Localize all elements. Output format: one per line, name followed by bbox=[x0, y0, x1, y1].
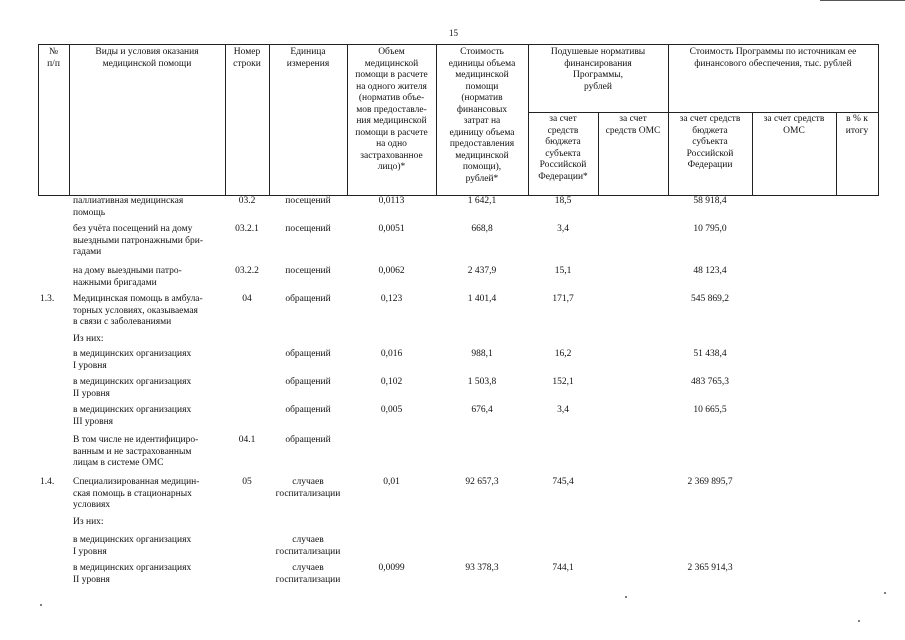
row-name: в медицинских организациях II уровня bbox=[73, 377, 192, 399]
row-percapita-budget: 3,4 bbox=[557, 224, 569, 234]
row-percapita-budget: 745,4 bbox=[552, 477, 574, 487]
subheader-rule bbox=[668, 112, 879, 113]
scan-speck bbox=[884, 592, 886, 594]
row-program-budget: 10 665,5 bbox=[693, 405, 727, 415]
row-percapita-budget: 18,5 bbox=[554, 196, 572, 206]
header-unit: Единица измерения bbox=[286, 47, 330, 69]
row-unit: случаев госпитализации bbox=[275, 563, 341, 585]
row-volume: 0,01 bbox=[383, 477, 400, 487]
table-top-rule bbox=[38, 44, 879, 45]
row-percapita-budget: 15,1 bbox=[554, 266, 572, 276]
row-line-code: 03.2.2 bbox=[235, 266, 259, 276]
row-program-budget: 58 918,4 bbox=[693, 196, 727, 206]
row-name: паллиативная медицинская помощь bbox=[73, 196, 184, 218]
row-name: в медицинских организациях III уровня bbox=[73, 405, 192, 427]
scan-speck bbox=[625, 596, 627, 598]
row-unit: посещений bbox=[285, 196, 331, 206]
header-cost: Стоимость единицы объема медицинской помощи (норматив финансовых затрат на единицу объема предоставления медицинской помощи), рублей* bbox=[448, 47, 516, 184]
page-number: 15 bbox=[449, 28, 458, 38]
row-number: 1.4. bbox=[40, 477, 55, 487]
row-unit: обращений bbox=[285, 435, 331, 445]
row-unit: посещений bbox=[285, 224, 331, 234]
row-line-code: 03.2 bbox=[238, 196, 256, 206]
row-program-budget: 48 123,4 bbox=[693, 266, 727, 276]
top-edge-line bbox=[820, 0, 905, 1]
row-volume: 0,0113 bbox=[378, 196, 405, 206]
header-percapita-budget: за счет средств бюджета субъекта Российской Федерации* bbox=[538, 114, 588, 182]
row-unit: обращений bbox=[285, 294, 331, 304]
row-unit: случаев госпитализации bbox=[275, 477, 341, 499]
row-program-budget: 10 795,0 bbox=[693, 224, 727, 234]
row-program-budget: 51 438,4 bbox=[693, 349, 727, 359]
scan-speck bbox=[858, 620, 860, 622]
column-rule bbox=[878, 44, 879, 195]
row-volume: 0,0062 bbox=[378, 266, 405, 276]
row-name: Медицинская помощь в амбула- торных условиях, оказываемая в связи с заболеваниями bbox=[73, 294, 203, 327]
row-name: Специализированная медицин- ская помощь в стационарных условиях bbox=[73, 477, 200, 510]
row-name: без учёта посещений на дому выездными патронажными бри- гадами bbox=[73, 224, 204, 257]
row-cost: 668,8 bbox=[471, 224, 493, 234]
row-name: на дому выездными патро- нажными бригадами bbox=[73, 266, 182, 288]
row-line-code: 05 bbox=[242, 477, 252, 487]
row-name: В том числе не идентифициро- ванным и не застрахованным лицам в системе ОМС bbox=[73, 435, 199, 468]
row-program-budget: 2 365 914,3 bbox=[687, 563, 733, 573]
row-line-code: 04 bbox=[242, 294, 252, 304]
row-unit: обращений bbox=[285, 405, 331, 415]
row-program-budget: 2 369 895,7 bbox=[687, 477, 733, 487]
row-cost: 2 437,9 bbox=[467, 266, 497, 276]
row-name: Из них: bbox=[73, 517, 104, 527]
row-volume: 0,123 bbox=[380, 294, 403, 304]
header-types: Виды и условия оказания медицинской помощи bbox=[95, 47, 199, 69]
row-cost: 92 657,3 bbox=[465, 477, 499, 487]
row-line-code: 04.1 bbox=[238, 435, 256, 445]
header-volume: Объем медицинской помощи в расчете на одного жителя (норматив объе- мов предоставле- ния медицинской помощи в расчете на одно застрахованное лицо)* bbox=[355, 47, 428, 172]
row-name: в медицинских организациях I уровня bbox=[73, 535, 192, 557]
header-line: Номер строки bbox=[233, 47, 261, 69]
scan-speck bbox=[40, 604, 42, 606]
header-program: Стоимость Программы по источникам ее финансового обеспечения, тыс. рублей bbox=[689, 47, 857, 69]
row-unit: посещений bbox=[285, 266, 331, 276]
row-unit: случаев госпитализации bbox=[275, 535, 341, 557]
header-program-oms: за счет средств ОМС bbox=[763, 114, 825, 136]
row-percapita-budget: 171,7 bbox=[552, 294, 574, 304]
row-percapita-budget: 3,4 bbox=[557, 405, 569, 415]
row-cost: 676,4 bbox=[471, 405, 493, 415]
row-cost: 1 401,4 bbox=[467, 294, 497, 304]
row-program-budget: 545 869,2 bbox=[691, 294, 729, 304]
row-cost: 988,1 bbox=[471, 349, 493, 359]
row-percapita-budget: 744,1 bbox=[552, 563, 574, 573]
row-cost: 93 378,3 bbox=[465, 563, 499, 573]
row-name: Из них: bbox=[73, 334, 104, 344]
header-program-budget: за счет средств бюджета субъекта Российской Федерации bbox=[679, 114, 741, 170]
row-line-code: 03.2.1 bbox=[235, 224, 259, 234]
row-name: в медицинских организациях I уровня bbox=[73, 349, 192, 371]
header-percapita-oms: за счет средств ОМС bbox=[605, 114, 661, 136]
header-num: № п/п bbox=[47, 47, 60, 69]
row-program-budget: 483 765,3 bbox=[691, 377, 729, 387]
row-volume: 0,0051 bbox=[378, 224, 405, 234]
row-volume: 0,016 bbox=[380, 349, 403, 359]
row-name: в медицинских организациях II уровня bbox=[73, 563, 192, 585]
row-cost: 1 503,8 bbox=[467, 377, 497, 387]
row-unit: обращений bbox=[285, 377, 331, 387]
row-volume: 0,005 bbox=[380, 405, 403, 415]
row-cost: 1 642,1 bbox=[467, 196, 497, 206]
row-percapita-budget: 16,2 bbox=[554, 349, 572, 359]
row-volume: 0,102 bbox=[380, 377, 403, 387]
row-number: 1.3. bbox=[40, 294, 55, 304]
header-program-pct: в % к итогу bbox=[845, 114, 869, 136]
header-percapita: Подушевые нормативы финансирования Программы, рублей bbox=[550, 47, 646, 92]
row-percapita-budget: 152,1 bbox=[552, 377, 574, 387]
row-volume: 0,0099 bbox=[378, 563, 405, 573]
row-unit: обращений bbox=[285, 349, 331, 359]
